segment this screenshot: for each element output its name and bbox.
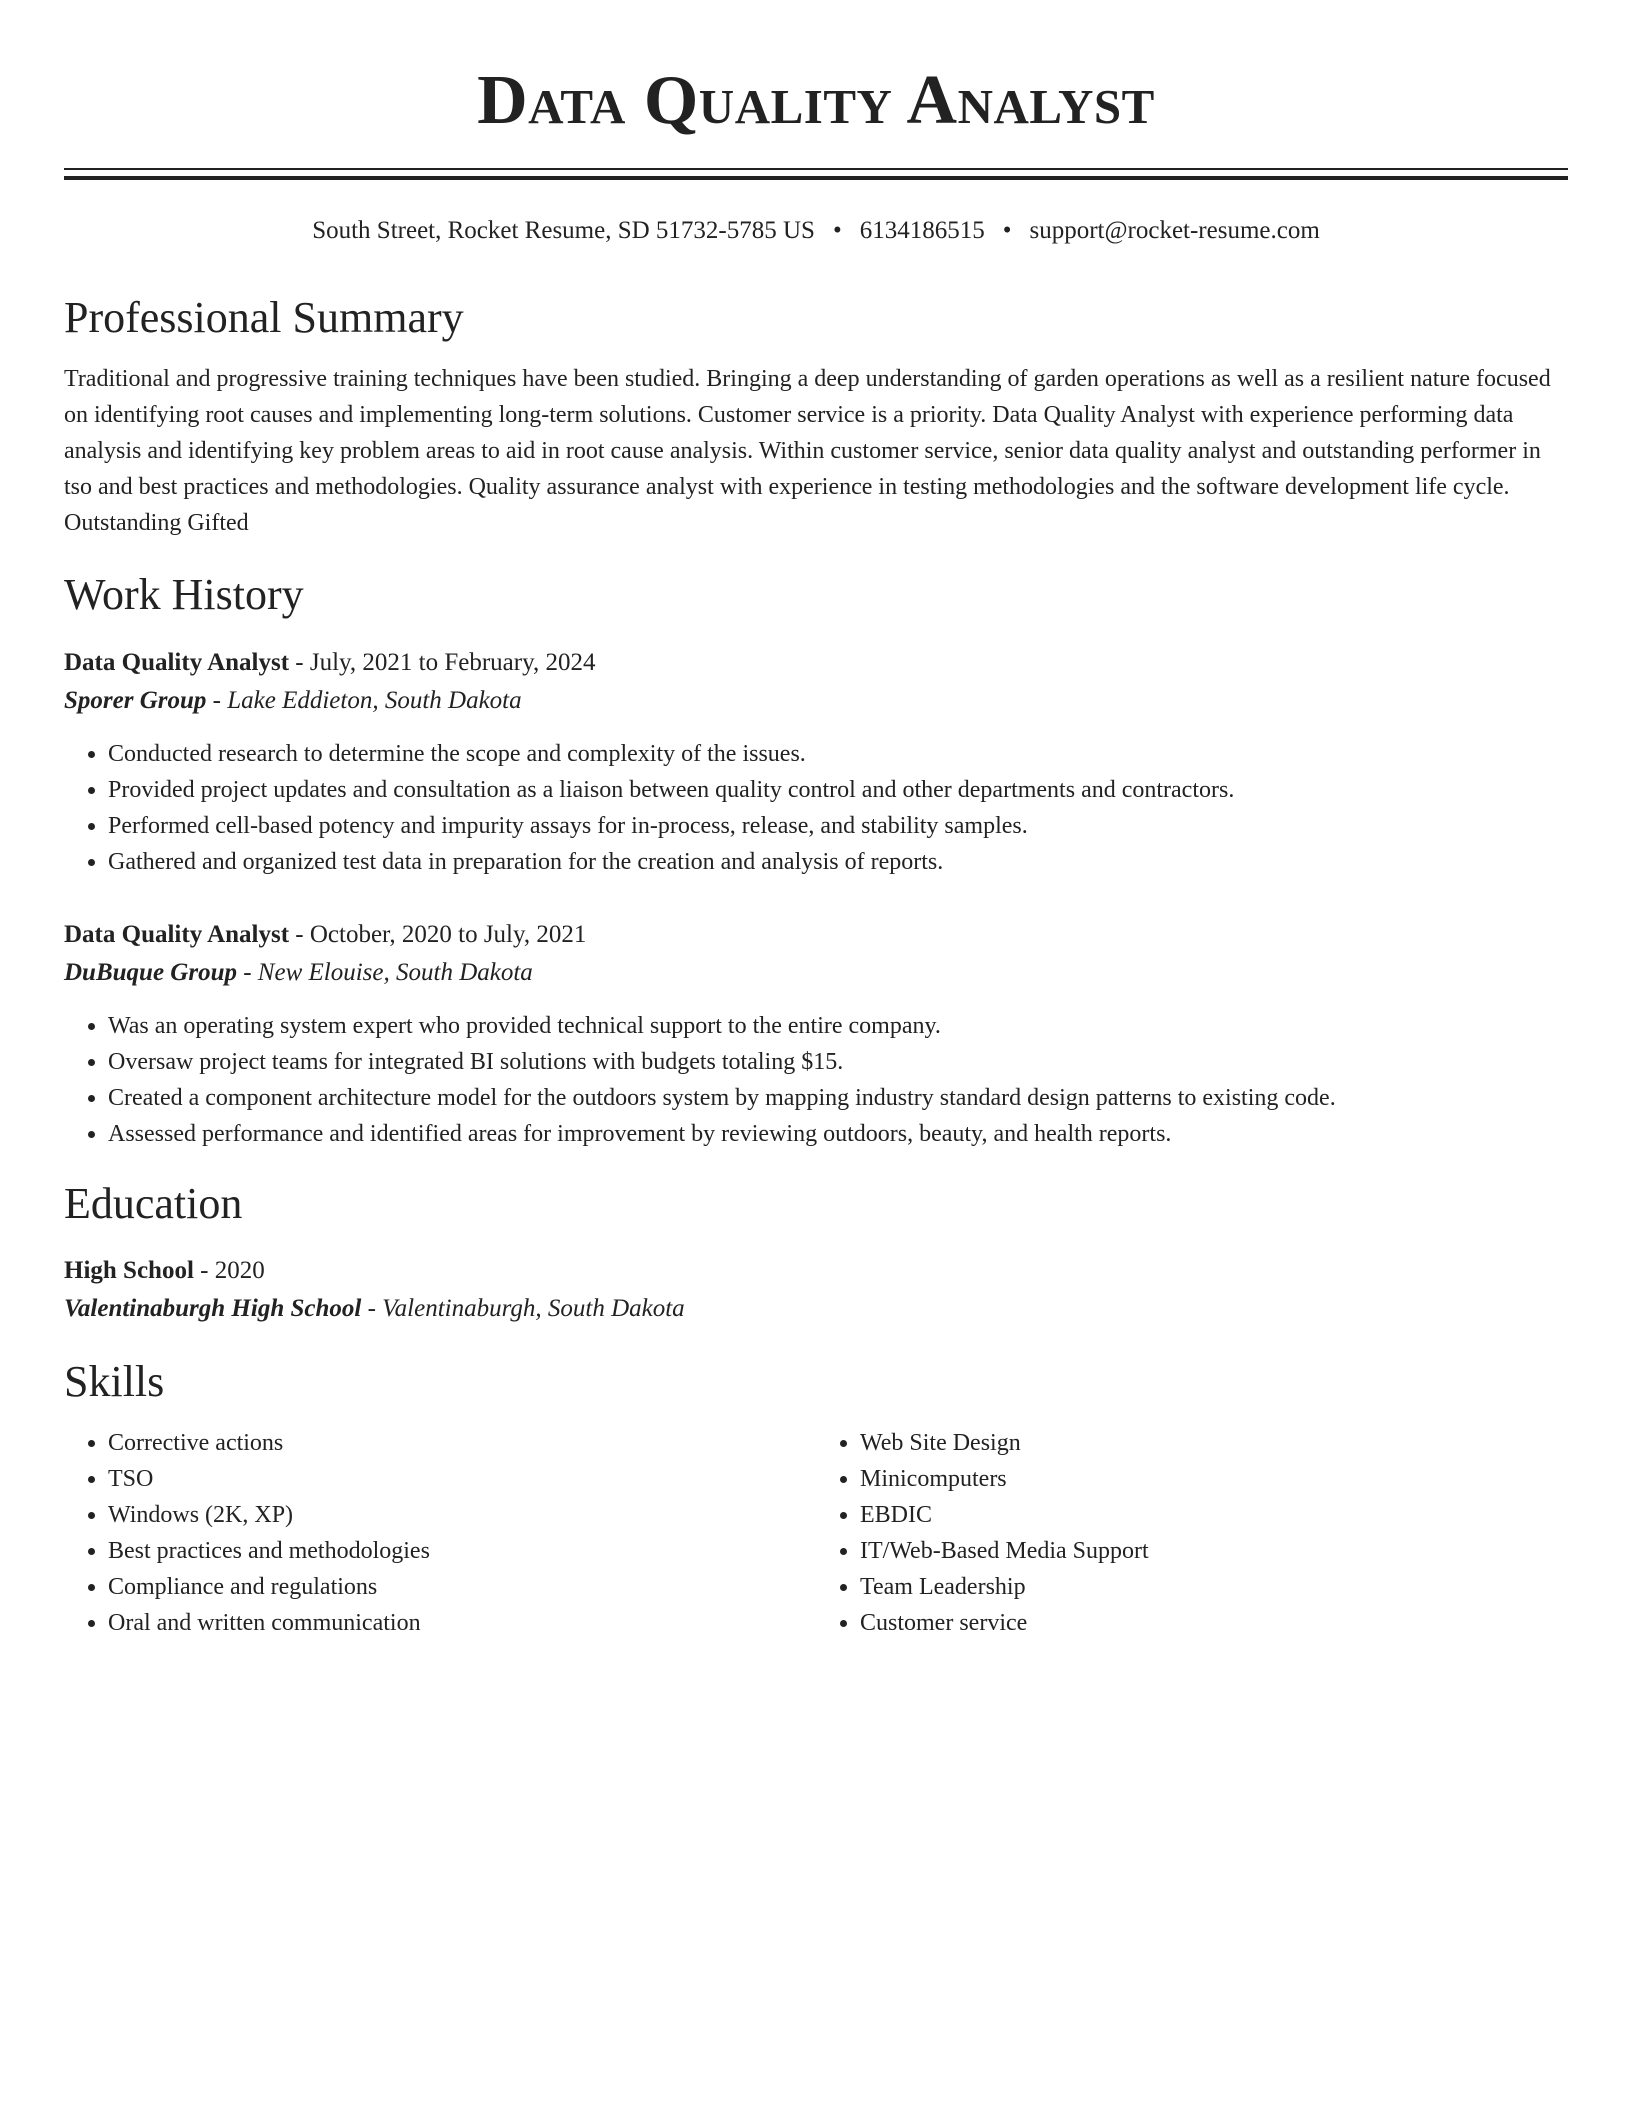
education-school: Valentinaburgh High School: [64, 1295, 362, 1323]
job-company: Sporer Group: [64, 686, 207, 714]
skill-item: • Team Leadership: [860, 1569, 1568, 1605]
skills-heading: Skills: [64, 1357, 165, 1407]
job-company-line: [64, 682, 1568, 720]
list-item: • Was an operating system expert who provided technical support to the entire company.: [108, 1008, 1568, 1044]
skills-list-left: [64, 1425, 816, 1641]
list-item: • Created a component architecture model for the outdoors system by mapping industry standard design patterns to existing code.: [108, 1080, 1568, 1116]
education-entry: [64, 1252, 1568, 1328]
skill-item: • EBDIC: [860, 1497, 1568, 1533]
skill-item: • Compliance and regulations: [108, 1569, 816, 1605]
skill-item: • IT/Web-Based Media Support: [860, 1533, 1568, 1569]
contact-email: support@rocket-resume.com: [1029, 217, 1320, 244]
list-item: • Conducted research to determine the scope and complexity of the issues.: [108, 736, 1568, 772]
list-item: • Gathered and organized test data in preparation for the creation and analysis of reports.: [108, 844, 1568, 880]
summary-text: Traditional and progressive training techniques have been studied. Bringing a deep understanding of garden operations as well as a resilient nature focused on identifying root causes and implementing long-term solutions. Customer service is a priority. Data Quality Analyst with experience performing data analysis and identifying key problem areas to aid in root cause analysis. Within customer service, senior data quality analyst and outstanding performer in tso and best practices and methodologies. Quality assurance analyst with experience in testing methodologies and the software development life cycle. Outstanding Gifted: [64, 365, 1551, 536]
skills-list-right: [816, 1425, 1568, 1641]
job-entry: [64, 644, 1568, 880]
job-location: - New Elouise, South Dakota: [236, 958, 533, 986]
summary-heading: Professional Summary: [64, 293, 464, 342]
list-item: • Assessed performance and identified areas for improvement by reviewing outdoors, beauty, and health reports.: [108, 1116, 1568, 1152]
list-item: • Performed cell-based potency and impurity assays for in-process, release, and stability samples.: [108, 808, 1568, 844]
contact-line: [64, 216, 1568, 246]
skill-item: • TSO: [108, 1461, 816, 1497]
job-bullets: [64, 736, 1568, 880]
job-dates: - October, 2020 to July, 2021: [289, 920, 587, 948]
skill-item: • Minicomputers: [860, 1461, 1568, 1497]
job-company: DuBuque Group: [64, 958, 237, 986]
resume-title: Data Quality Analyst: [477, 62, 1155, 139]
skill-item: • Best practices and methodologies: [108, 1533, 816, 1569]
job-company-line: [64, 954, 1568, 992]
list-item: • Provided project updates and consultation as a liaison between quality control and other departments and contractors.: [108, 772, 1568, 808]
education-degree-line: [64, 1252, 1568, 1290]
title-divider: [64, 168, 1568, 180]
contact-phone: 6134186515: [859, 217, 985, 244]
skill-item: • Windows (2K, XP): [108, 1497, 816, 1533]
divider-thick-line: [64, 176, 1568, 180]
skill-item: • Oral and written communication: [108, 1605, 816, 1641]
skill-item: • Web Site Design: [860, 1425, 1568, 1461]
job-title-line: [64, 916, 1568, 954]
skills-grid: [64, 1425, 1568, 1641]
education-degree: High School: [64, 1257, 194, 1285]
education-location: - Valentinaburgh, South Dakota: [361, 1295, 685, 1323]
divider-thin-line: [64, 168, 1568, 170]
job-role: Data Quality Analyst: [64, 648, 290, 676]
job-bullets: [64, 1008, 1568, 1152]
contact-separator: •: [832, 217, 842, 244]
job-entry: [64, 916, 1568, 1152]
list-item: • Oversaw project teams for integrated BI solutions with budgets totaling $15.: [108, 1044, 1568, 1080]
work-history-heading: Work History: [64, 569, 304, 619]
job-role: Data Quality Analyst: [64, 920, 290, 948]
education-school-line: [64, 1290, 1568, 1328]
skill-item: • Corrective actions: [108, 1425, 816, 1461]
contact-separator: •: [1002, 217, 1012, 244]
skill-item: • Customer service: [860, 1605, 1568, 1641]
job-dates: - July, 2021 to February, 2024: [289, 648, 596, 676]
education-heading: Education: [64, 1178, 243, 1228]
job-title-line: [64, 644, 1568, 682]
job-location: - Lake Eddieton, South Dakota: [206, 686, 522, 714]
contact-address: South Street, Rocket Resume, SD 51732-5785 US: [312, 217, 815, 244]
education-year: - 2020: [193, 1257, 265, 1285]
